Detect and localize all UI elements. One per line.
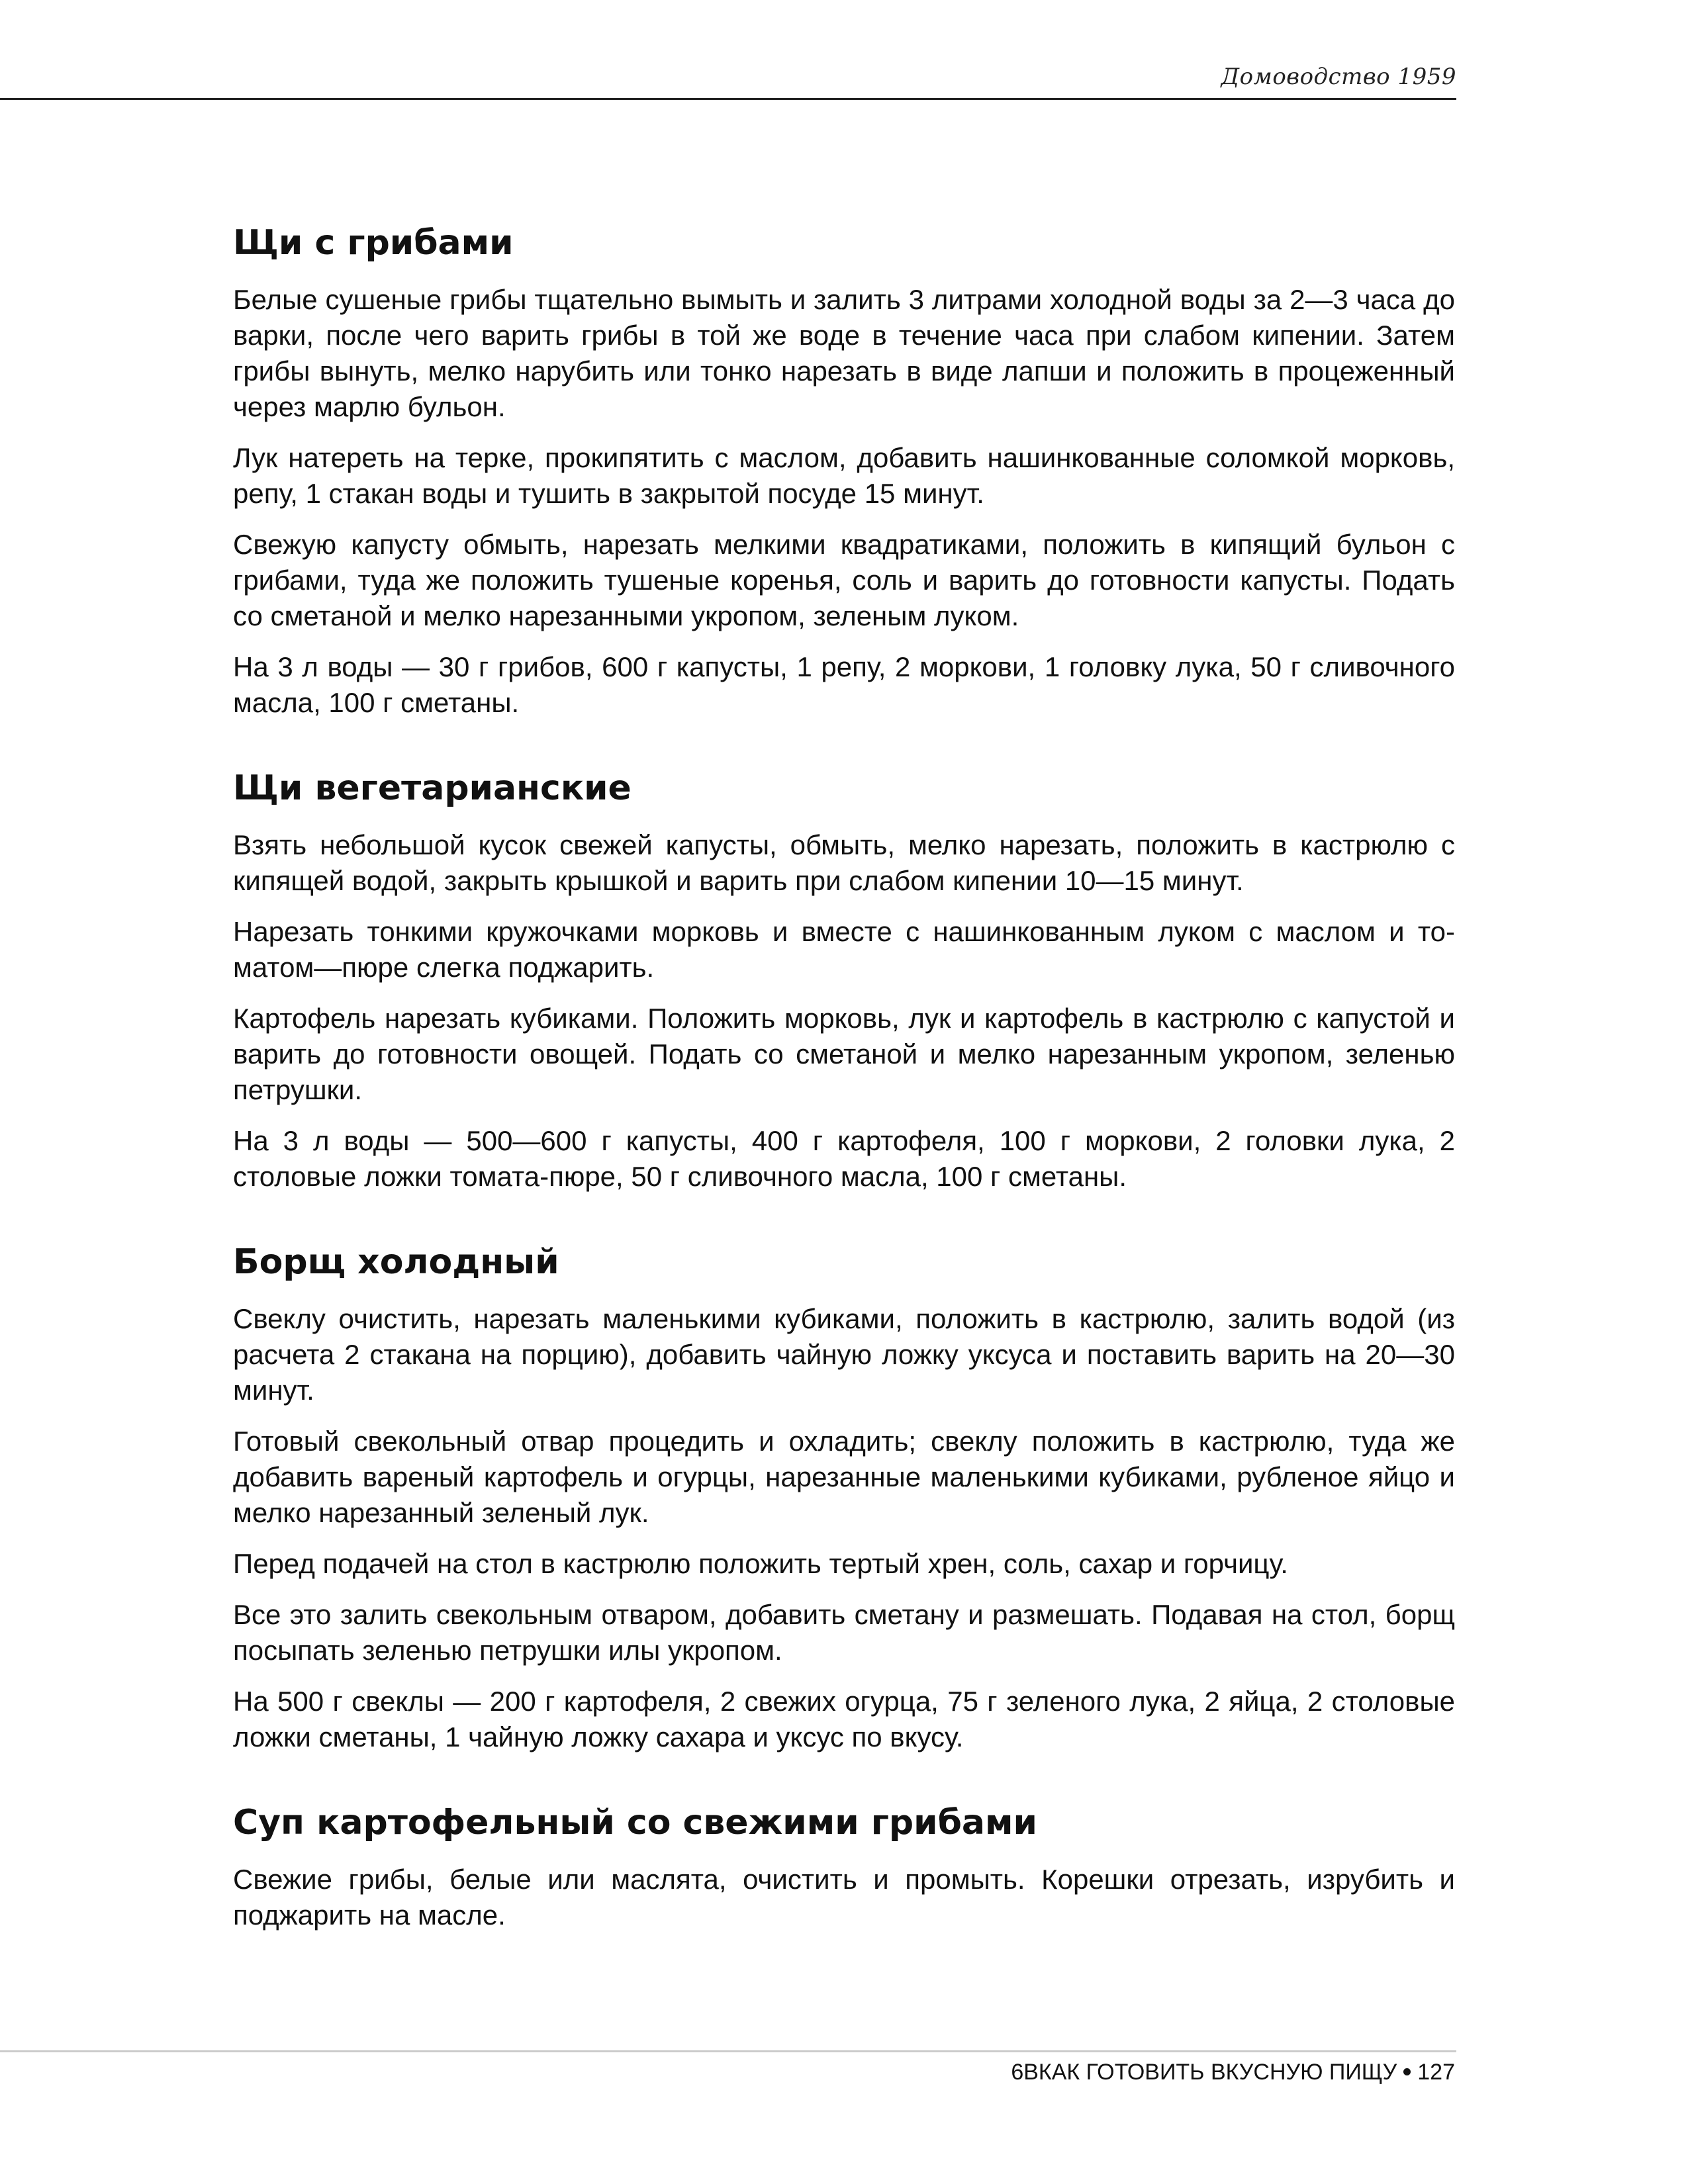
recipe-paragraph: Перед подачей на стол в кастрюлю положить тертый хрен, соль, сахар и горчицу.: [233, 1548, 1288, 1579]
recipe-paragraph: Свежие грибы, белые или маслята, очистить и промыть. Корешки отрезать, изрубить и поджарить на масле.: [233, 1864, 1455, 1931]
running-header: Домоводство 1959: [1221, 64, 1456, 90]
footer-rule: [0, 2050, 1456, 2052]
recipe-borshch-kholodnyi: [233, 1241, 1455, 1755]
page-number: 127: [1417, 2060, 1455, 2085]
recipe-shchi-vegetarianskie: [233, 767, 1455, 1195]
recipe-ingredients: На 500 г свеклы — 200 г картофеля, 2 свежих огурца, 75 г зеленого лука, 2 яйца, 2 столовые ложки сметаны, 1 чайную ложку сахара и уксус по вкусу.: [233, 1686, 1455, 1752]
page-footer: [1011, 2060, 1455, 2085]
recipe-title: Щи с грибами: [233, 223, 514, 263]
recipe-paragraph: Все это залить свекольным отваром, добавить сметану и размешать. Подавая на стол, борщ посыпать зеленью петрушки илы укропом.: [233, 1599, 1455, 1666]
footer-section-title: 6ВКАК ГОТОВИТЬ ВКУСНУЮ ПИЩУ: [1011, 2060, 1397, 2085]
recipe-shchi-s-gribami: [233, 222, 1455, 721]
header-rule: [0, 98, 1456, 100]
recipe-paragraph: Белые сушеные грибы тщательно вымыть и залить 3 литрами холодной воды за 2—3 часа до варки, после чего варить грибы в той же воде в течение часа при слабом кипении. Затем грибы вынуть, мелко нарубить или тонко нарезать в виде лапши и положить в процеженный через марлю бульон.: [233, 284, 1455, 422]
recipe-paragraph: Свежую капусту обмыть, нарезать мелкими квадратиками, положить в кипящий бульон с грибами, туда же положить тушеные коренья, соль и варить до готовности капусты. Подать со сметаной и мелко нарезанными укропом, зеленым луком.: [233, 529, 1455, 631]
recipe-paragraph: Взять небольшой кусок свежей капусты, обмыть, мелко нарезать, положить в кастрюлю с кипящей водой, закрыть крышкой и варить при слабом кипении 10—15 минут.: [233, 829, 1455, 896]
recipe-paragraph: Свеклу очистить, нарезать маленькими кубиками, положить в кастрюлю, залить водой (из расчета 2 стакана на порцию), добавить чайную ложку уксуса и поставить варить на 20—30 минут.: [233, 1303, 1455, 1406]
recipe-paragraph: Готовый свекольный отвар процедить и охладить; свеклу положить в кастрюлю, туда же добавить вареный картофель и огурцы, нарезанные маленькими кубиками, рубленое яйцо и мелко нарезанный зеленый лук.: [233, 1426, 1455, 1528]
bullet-icon: [1403, 2068, 1411, 2075]
page-content: [233, 222, 1455, 1979]
recipe-paragraph: Нарезать тонкими кружочками морковь и вместе с нашинкованным луком с маслом и то-матом—пюре слегка поджарить.: [233, 916, 1455, 983]
recipe-sup-kartofelnyi: [233, 1801, 1455, 1933]
recipe-ingredients: На 3 л воды — 30 г грибов, 600 г капусты, 1 репу, 2 моркови, 1 головку лука, 50 г сливочного масла, 100 г сметаны.: [233, 651, 1455, 718]
recipe-ingredients: На 3 л воды — 500—600 г капусты, 400 г картофеля, 100 г моркови, 2 головки лука, 2 столовые ложки томата-пюре, 50 г сливочного масла, 100 г сметаны.: [233, 1125, 1455, 1192]
recipe-paragraph: Картофель нарезать кубиками. Положить морковь, лук и картофель в кастрюлю с капустой и варить до готовности овощей. Подать со сметаной и мелко нарезанным укропом, зеленью петрушки.: [233, 1003, 1455, 1105]
recipe-title: Щи вегетарианские: [233, 768, 632, 808]
recipe-title: Суп картофельный со свежими грибами: [233, 1803, 1037, 1843]
recipe-paragraph: Лук натереть на терке, прокипятить с маслом, добавить нашинкованные соломкой морковь, репу, 1 стакан воды и тушить в закрытой посуде 15 минут.: [233, 442, 1455, 509]
recipe-title: Борщ холодный: [233, 1242, 559, 1282]
